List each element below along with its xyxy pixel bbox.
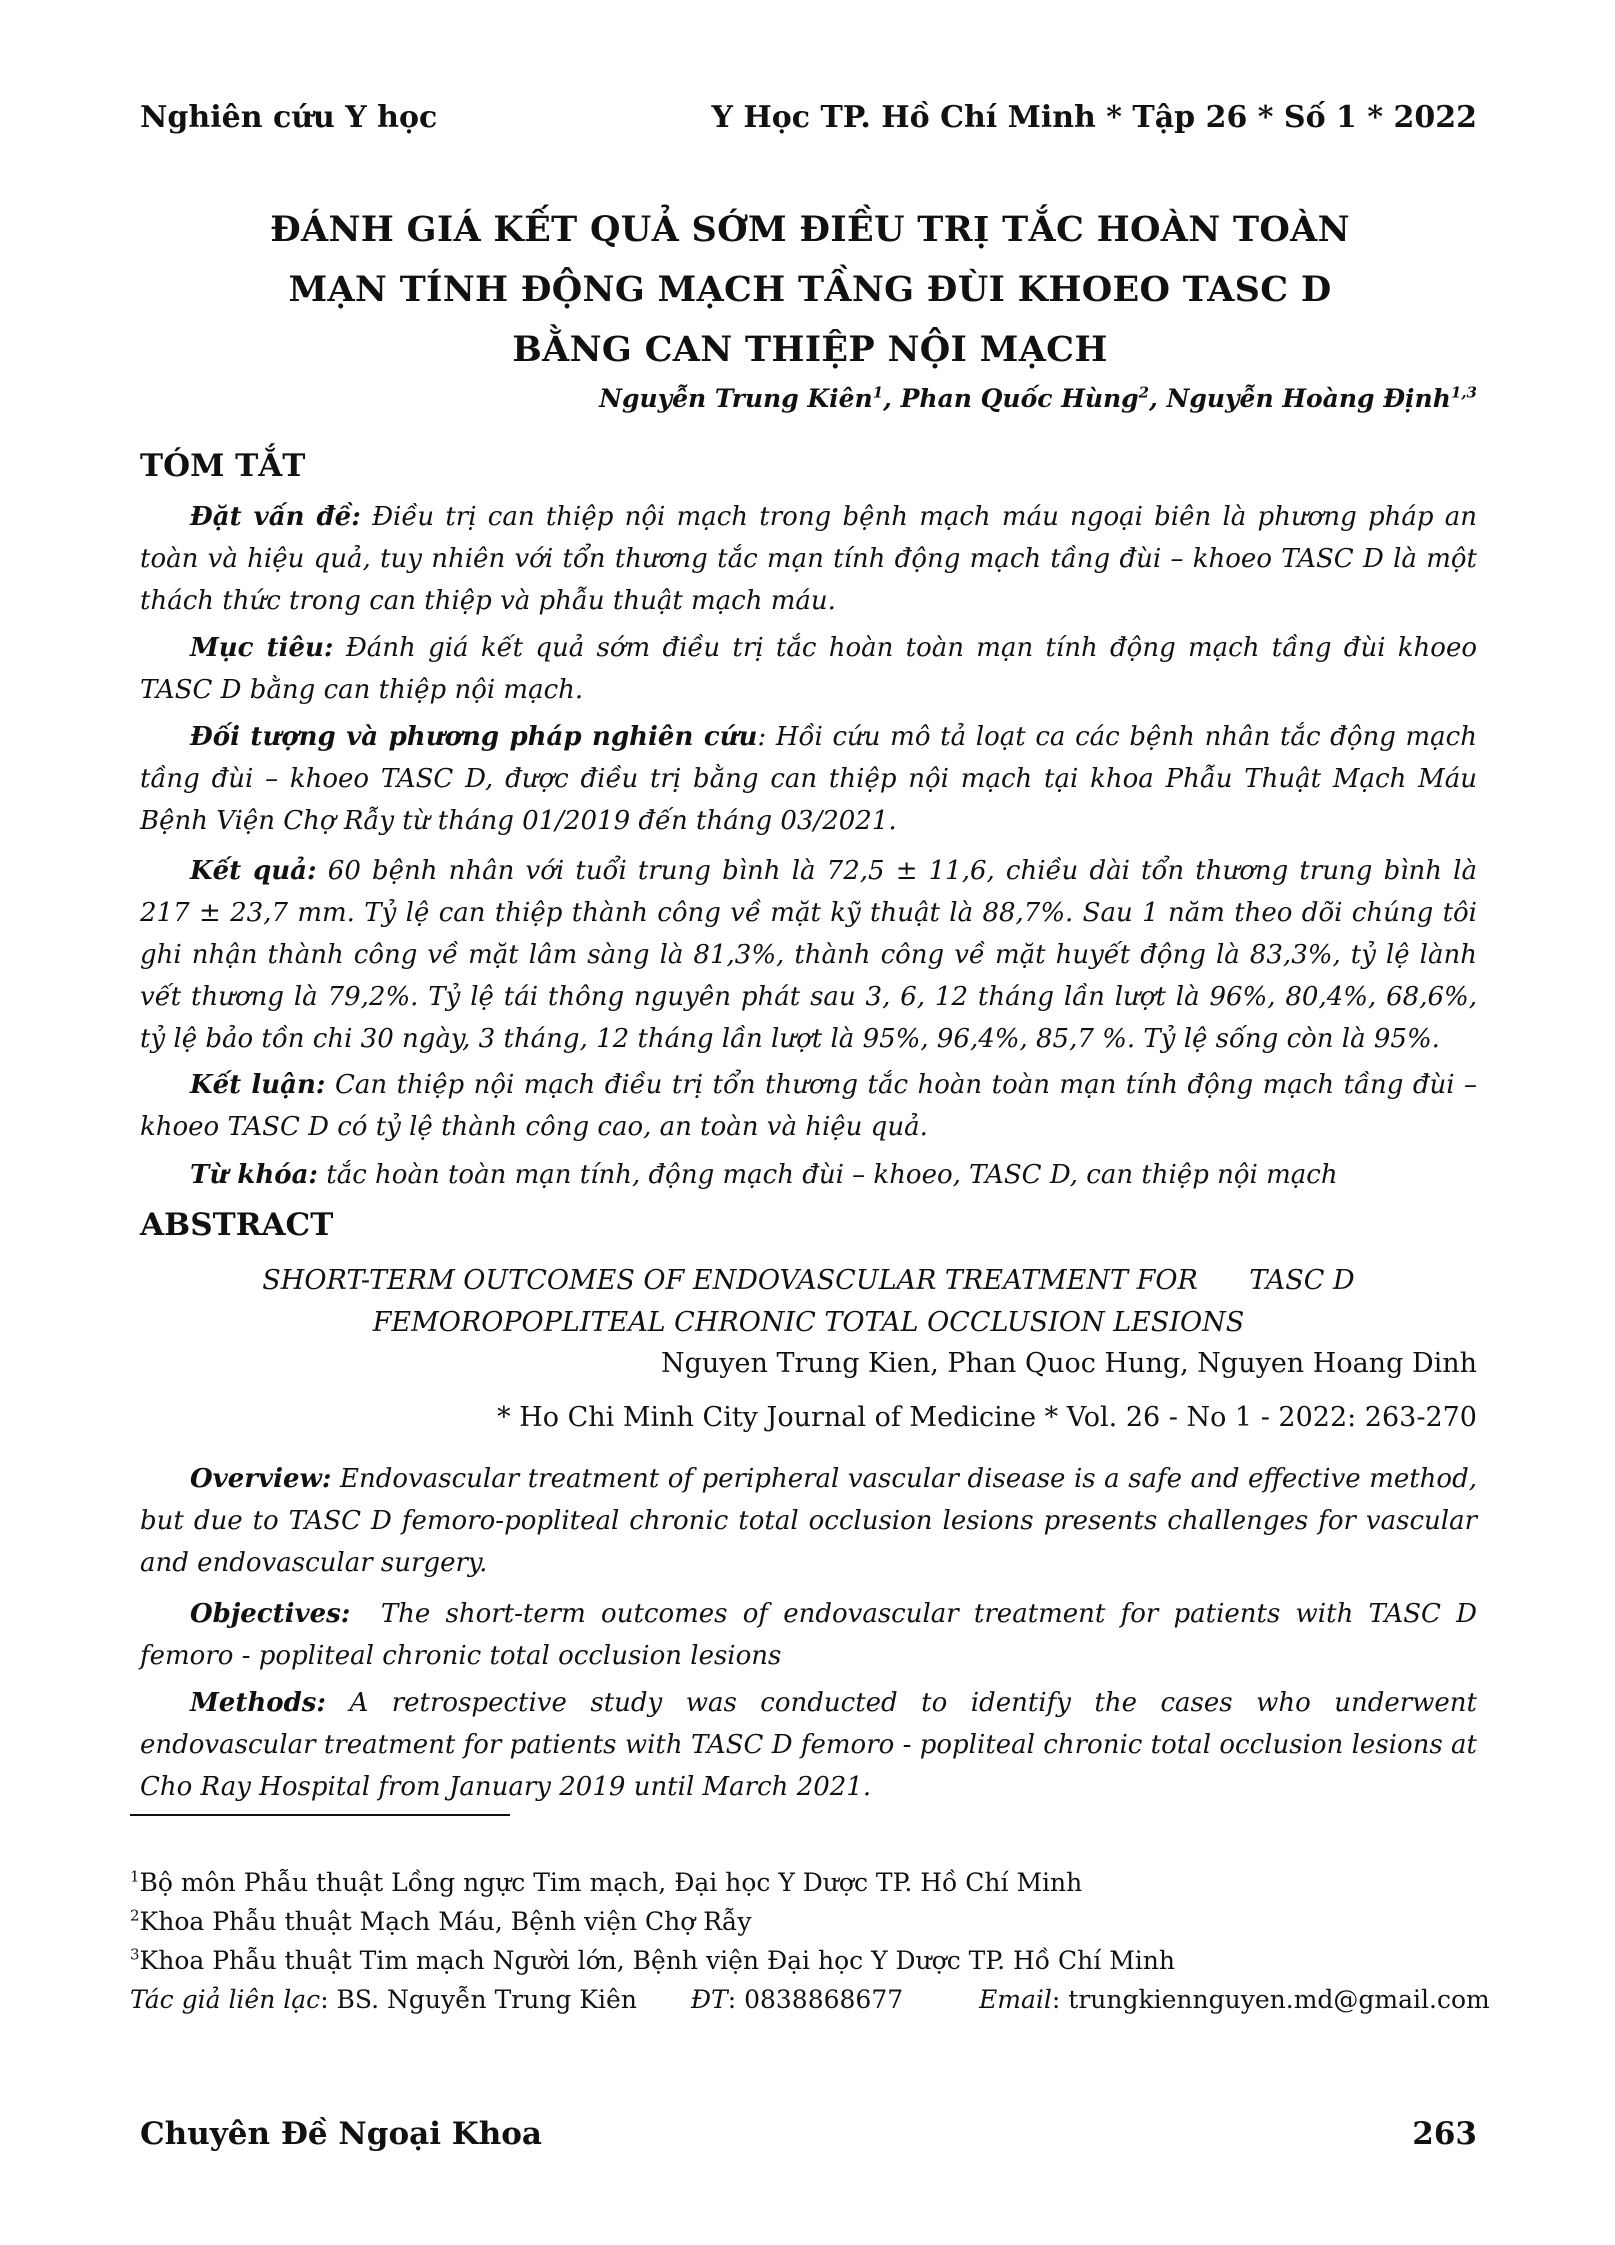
email-value: : trungkiennguyen.md@gmail.com bbox=[1051, 1985, 1490, 2014]
summary-methods bbox=[140, 716, 1477, 842]
title-line-3: BẰNG CAN THIỆP NỘI MẠCH bbox=[512, 329, 1108, 370]
author-3-affiliation: 1,3 bbox=[1450, 383, 1477, 402]
footnote-3 bbox=[130, 1946, 1175, 1975]
page-number: 263 bbox=[1412, 2116, 1477, 2152]
author-2-affiliation: 2 bbox=[1138, 383, 1150, 402]
journal-citation: * Ho Chi Minh City Journal of Medicine * Vol. 26 - No 1 - 2022: 263-270 bbox=[497, 1402, 1477, 1433]
footnote-divider bbox=[130, 1814, 510, 1816]
author-list-en: Nguyen Trung Kien, Phan Quoc Hung, Nguyen Hoang Dinh bbox=[661, 1348, 1477, 1379]
author-list-vn bbox=[599, 384, 1477, 413]
footnote-3-text: Khoa Phẫu thuật Tim mạch Người lớn, Bệnh viện Đại học Y Dược TP. Hồ Chí Minh bbox=[139, 1946, 1175, 1975]
summary-keywords bbox=[140, 1154, 1477, 1196]
author-separator: , bbox=[883, 384, 901, 413]
author-1: Nguyễn Trung Kiên bbox=[599, 384, 873, 413]
footnote-3-number: 3 bbox=[130, 1945, 140, 1964]
phone-value: : 0838868677 bbox=[727, 1985, 904, 2014]
summary-heading: TÓM TẮT bbox=[140, 448, 306, 484]
author-separator: , bbox=[1149, 384, 1167, 413]
abstract-title-line-1: SHORT-TERM OUTCOMES OF ENDOVASCULAR TREATMENT FOR TASC D bbox=[262, 1265, 1355, 1296]
footnote-1-text: Bộ môn Phẫu thuật Lồng ngực Tim mạch, Đại học Y Dược TP. Hồ Chí Minh bbox=[139, 1868, 1083, 1897]
summary-background-text: Điều trị can thiệp nội mạch trong bệnh mạch máu ngoại biên là phương pháp an toàn và hiệu quả, tuy nhiên với tổn thương tắc mạn tính động mạch tầng đùi – khoeo TASC D là một thách thức trong can thiệp và phẫu thuật mạch máu. bbox=[140, 502, 1477, 616]
abstract-objectives bbox=[140, 1593, 1486, 1677]
summary-background-label: Đặt vấn đề: bbox=[190, 502, 361, 532]
running-header-left: Nghiên cứu Y học bbox=[140, 100, 438, 135]
summary-methods-text: : Hồi cứu mô tả loạt ca các bệnh nhân tắc động mạch tầng đùi – khoeo TASC D, được điều trị bằng can thiệp nội mạch tại khoa Phẫu Thuật Mạch Máu Bệnh Viện Chợ Rẫy từ tháng 01/2019 đến tháng 03/2021. bbox=[140, 722, 1477, 836]
summary-objectives-label: Mục tiêu: bbox=[190, 633, 334, 663]
abstract-title-line-2: FEMOROPOPLITEAL CHRONIC TOTAL OCCLUSION LESIONS bbox=[372, 1307, 1245, 1338]
abstract-overview bbox=[140, 1458, 1477, 1584]
footnote-2-text: Khoa Phẫu thuật Mạch Máu, Bệnh viện Chợ Rẫy bbox=[139, 1907, 752, 1936]
summary-background bbox=[140, 496, 1477, 622]
abstract-objectives-label: Objectives: bbox=[190, 1599, 351, 1629]
summary-keywords-text: tắc hoàn toàn mạn tính, động mạch đùi – khoeo, TASC D, can thiệp nội mạch bbox=[318, 1160, 1338, 1190]
author-2: Phan Quốc Hùng bbox=[900, 384, 1139, 413]
abstract-methods-text: A retrospective study was conducted to identify the cases who underwent endovascular treatment for patients with TASC D femoro - popliteal chronic total occlusion lesions at Cho Ray Hospital from January 2019 until March 2021. bbox=[140, 1688, 1477, 1802]
phone-label: ĐT bbox=[690, 1985, 728, 2014]
summary-results bbox=[140, 850, 1477, 1060]
summary-keywords-label: Từ khóa: bbox=[190, 1160, 319, 1190]
footnote-1 bbox=[130, 1868, 1082, 1897]
summary-results-label: Kết quả: bbox=[190, 856, 317, 886]
abstract-overview-text: Endovascular treatment of peripheral vascular disease is a safe and effective method, but due to TASC D femoro-popliteal chronic total occlusion lesions presents challenges for vascular and endovascular surgery. bbox=[140, 1464, 1477, 1578]
footnote-1-number: 1 bbox=[130, 1867, 140, 1886]
contact-label: Tác giả liên lạc bbox=[130, 1985, 321, 2014]
abstract-overview-label: Overview: bbox=[190, 1464, 332, 1494]
email-label: Email bbox=[979, 1985, 1052, 2014]
summary-conclusion bbox=[140, 1064, 1477, 1148]
summary-conclusion-text: Can thiệp nội mạch điều trị tổn thương tắc hoàn toàn mạn tính động mạch tầng đùi – khoeo TASC D có tỷ lệ thành công cao, an toàn và hiệu quả. bbox=[140, 1070, 1477, 1142]
article-title bbox=[160, 200, 1460, 380]
abstract-title bbox=[140, 1260, 1477, 1344]
author-3: Nguyễn Hoàng Định bbox=[1166, 384, 1451, 413]
summary-objectives-text: Đánh giá kết quả sớm điều trị tắc hoàn toàn mạn tính động mạch tầng đùi khoeo TASC D bằng can thiệp nội mạch. bbox=[140, 633, 1477, 705]
title-line-1: ĐÁNH GIÁ KẾT QUẢ SỚM ĐIỀU TRỊ TẮC HOÀN TOÀN bbox=[270, 209, 1350, 250]
footnote-2-number: 2 bbox=[130, 1906, 140, 1925]
summary-methods-label: Đối tượng và phương pháp nghiên cứu bbox=[190, 722, 758, 752]
abstract-objectives-text: The short-term outcomes of endovascular treatment for patients with TASC D femoro - popliteal chronic total occlusion lesions bbox=[140, 1599, 1486, 1671]
abstract-methods bbox=[140, 1682, 1477, 1808]
running-header-right: Y Học TP. Hồ Chí Minh * Tập 26 * Số 1 * 2022 bbox=[711, 100, 1477, 135]
summary-results-text: 60 bệnh nhân với tuổi trung bình là 72,5 ± 11,6, chiều dài tổn thương trung bình là 217 ± 23,7 mm. Tỷ lệ can thiệp thành công về mặt kỹ thuật là 88,7%. Sau 1 năm theo dõi chúng tôi ghi nhận thành công về mặt lâm sàng là 81,3%, thành công về mặt huyết động là 83,3%, tỷ lệ lành vết thương là 79,2%. Tỷ lệ tái thông nguyên phát sau 3, 6, 12 tháng lần lượt là 96%, 80,4%, 68,6%, tỷ lệ bảo tồn chi 30 ngày, 3 tháng, 12 tháng lần lượt là 95%, 96,4%, 85,7 %. Tỷ lệ sống còn là 95%. bbox=[140, 856, 1478, 1054]
corresponding-author bbox=[130, 1985, 1490, 2014]
footnote-2 bbox=[130, 1907, 752, 1936]
author-1-affiliation: 1 bbox=[872, 383, 884, 402]
running-footer-left: Chuyên Đề Ngoại Khoa bbox=[140, 2116, 543, 2152]
abstract-heading: ABSTRACT bbox=[140, 1207, 334, 1243]
abstract-methods-label: Methods: bbox=[190, 1688, 326, 1718]
title-line-2: MẠN TÍNH ĐỘNG MẠCH TẦNG ĐÙI KHOEO TASC D bbox=[288, 269, 1332, 310]
summary-objectives bbox=[140, 627, 1477, 711]
contact-name: : BS. Nguyễn Trung Kiên bbox=[320, 1985, 637, 2014]
summary-conclusion-label: Kết luận: bbox=[190, 1070, 326, 1100]
